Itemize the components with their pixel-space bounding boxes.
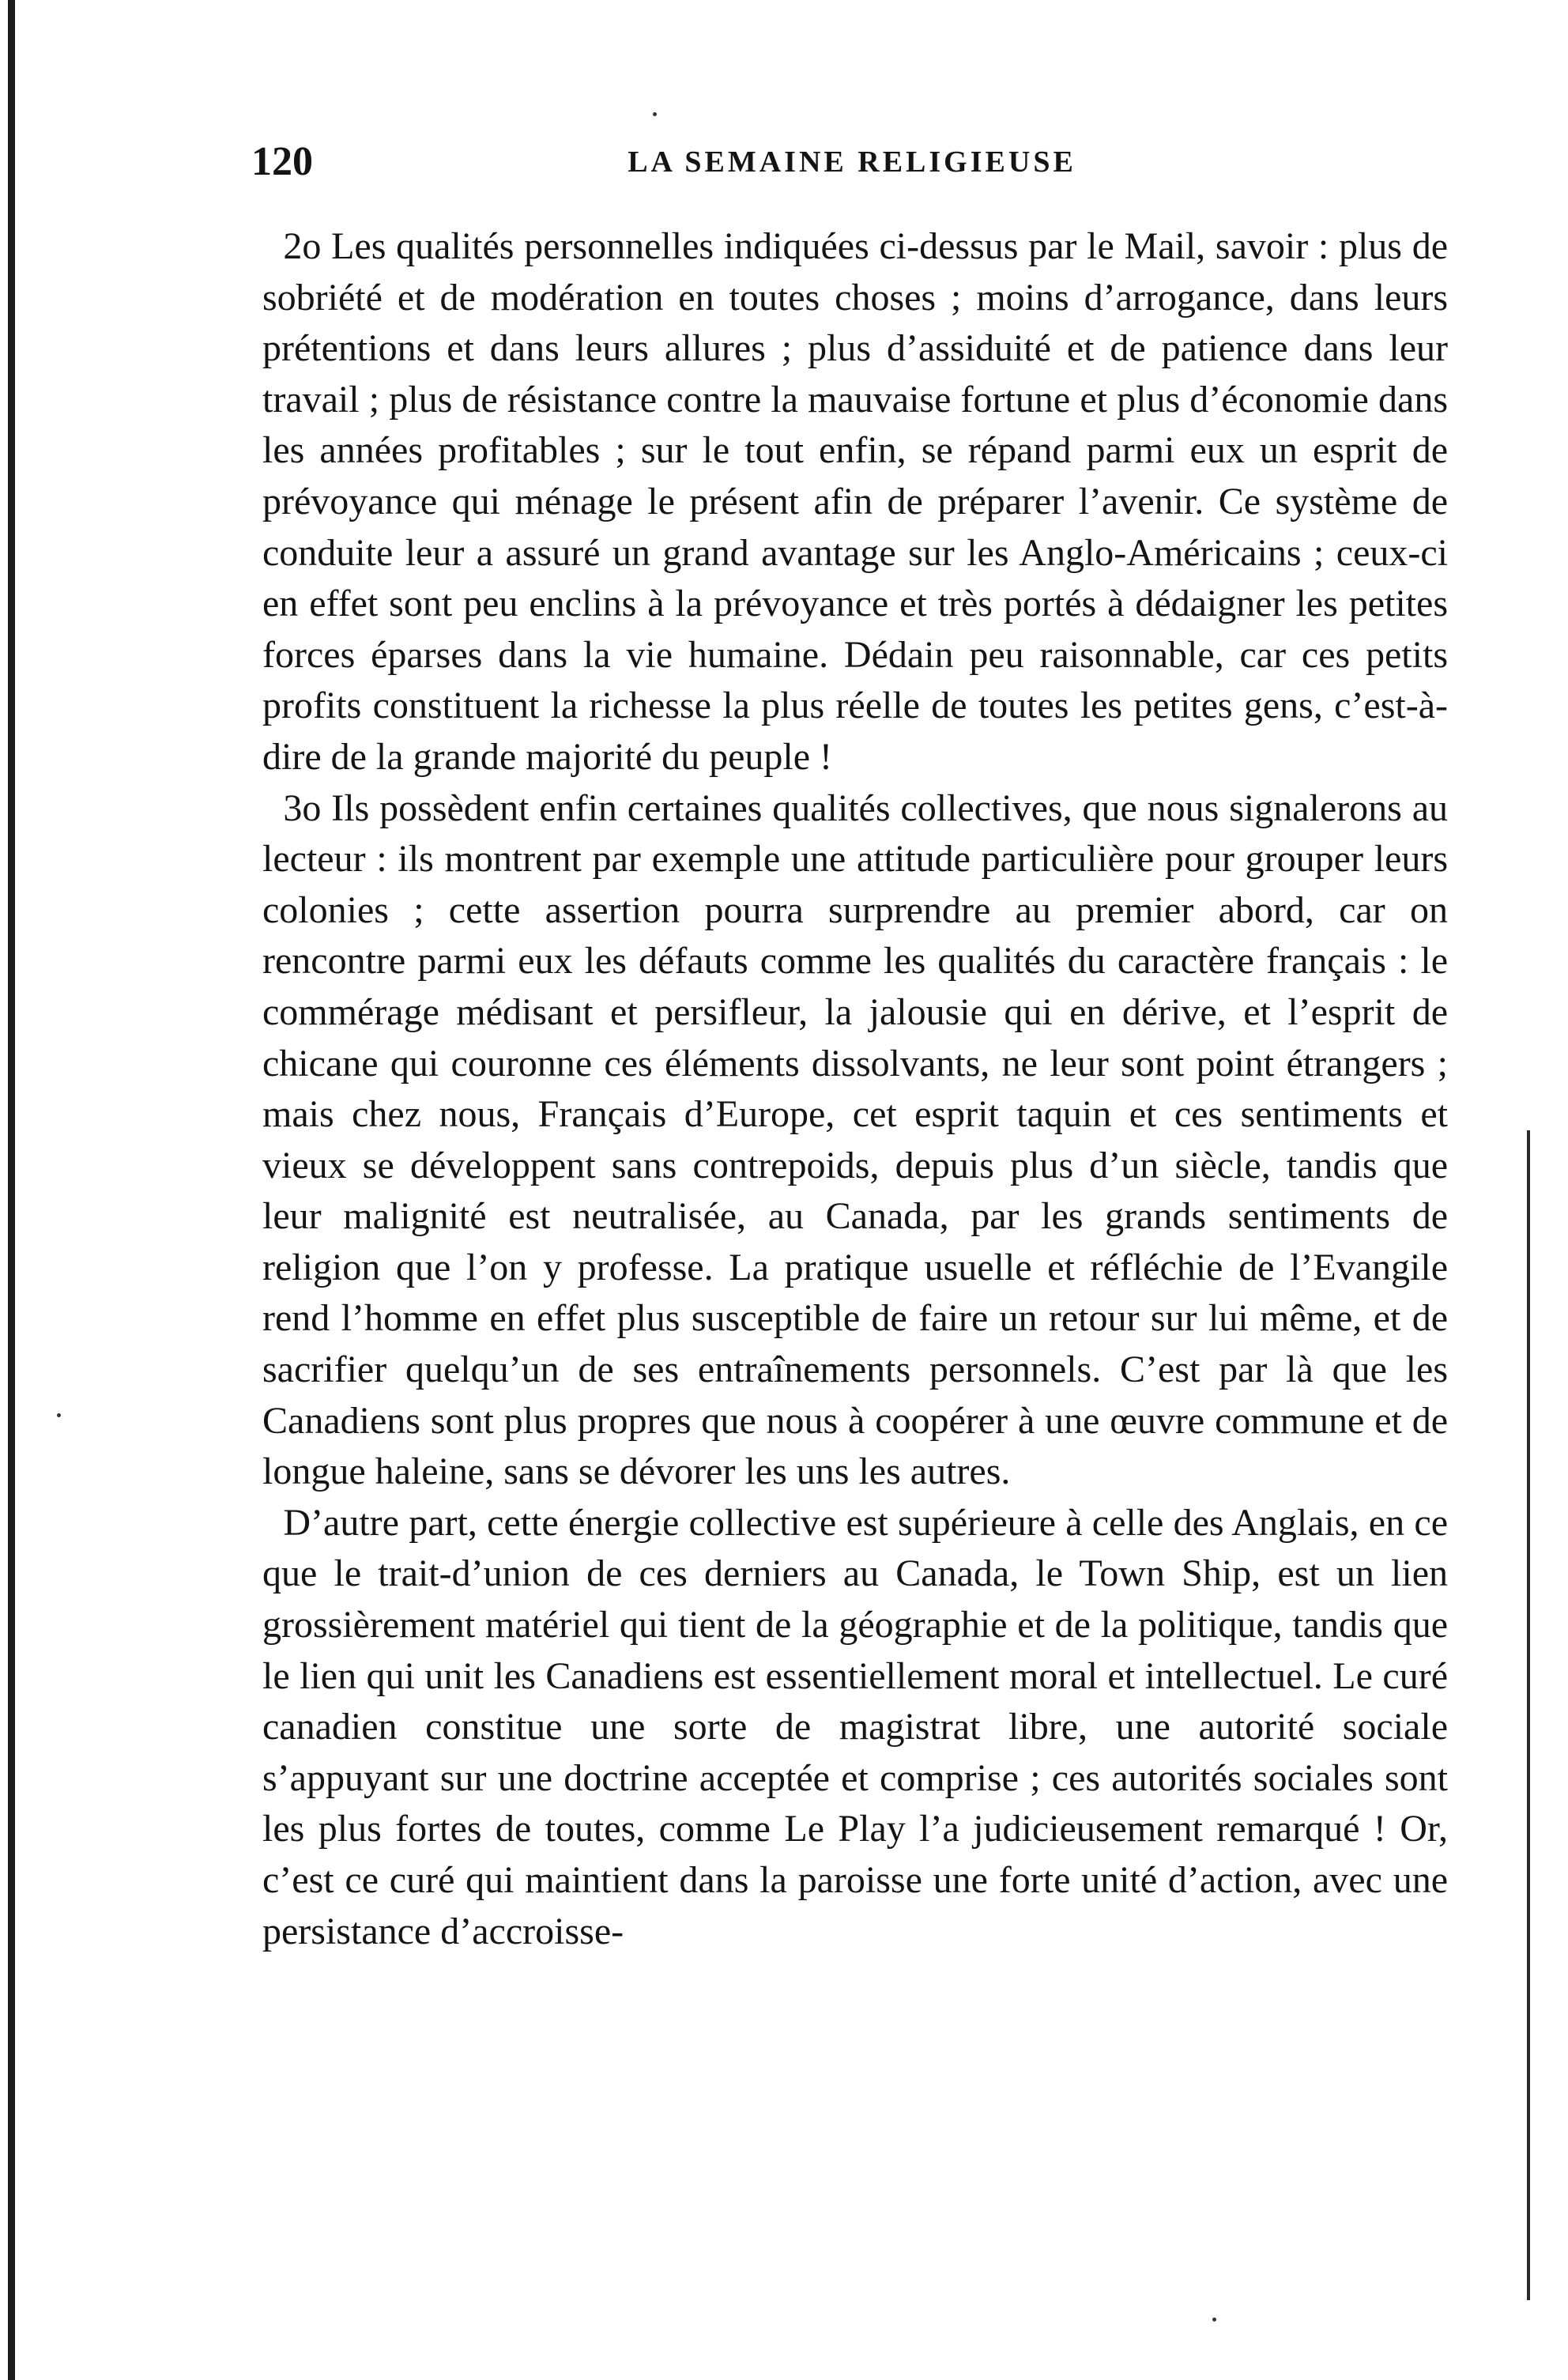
scan-speck (1212, 2318, 1216, 2322)
page-edge-rule-right (1527, 1130, 1530, 2300)
scan-speck (57, 1413, 61, 1417)
paragraph-number: 2o (283, 225, 322, 267)
paragraph-text: Les qualités personnelles indiquées ci-dessus par le Mail, savoir : plus de sobriété et de modération en toutes choses ; moins d’arrogance, dans leurs prétentions et dans leurs allures ; plus d’assiduité et de patience dans leur travail ; plus de résistance contre la mauvaise fortune et plus d’économie dans les années profitables ; sur le tout enfin, se répand parmi eux un esprit de prévoyance qui ménage le présent afin de préparer l’avenir. Ce système de conduite leur a assuré un grand avantage sur les Anglo-Américains ; ceux-ci en effet sont peu enclins à la prévoyance et très portés à dédaigner les petites forces éparses dans la vie humaine. Dédain peu raisonnable, car ces petits profits constituent la richesse la plus réelle de toutes les petites gens, c’est-à-dire de la grande majorité du peuple ! (262, 225, 1448, 778)
paragraph-text: D’autre part, cette énergie collective est supérieure à celle des Anglais, en ce que le trait-d’union de ces derniers au Canada, le Town Ship, est un lien grossièrement matériel qui tient de la géographie et de la politique, tandis que le lien qui unit les Canadiens est essentiellement moral et intellectuel. Le curé canadien constitue une sorte de magistrat libre, une autorité sociale s’appuyant sur une doctrine acceptée et comprise ; ces autorités sociales sont les plus fortes de toutes, comme Le Play l’a judicieusement remarqué ! Or, c’est ce curé qui maintient dans la paroisse une forte unité d’action, avec une persistance d’accroisse- (262, 1501, 1448, 1952)
page-edge-rule (8, 0, 15, 2380)
running-title: LA SEMAINE RELIGIEUSE (628, 145, 1076, 179)
page-header (251, 130, 1453, 194)
paragraph-2 (262, 221, 1448, 783)
paragraph-number: 3o (283, 786, 322, 829)
paragraph-4 (262, 1498, 1448, 1957)
paragraph-3 (262, 783, 1448, 1498)
paragraph-text: Ils possèdent enfin certaines qualités collectives, que nous signalerons au lecteur : ils montrent par exemple une attitude particulière pour grouper leurs colonies ; cette assertion pourra surprendre au premier abord, car on rencontre parmi eux les défauts comme les qualités du caractère français : le commérage médisant et persifleur, la jalousie qui en dérive, et l’esprit de chicane qui couronne ces éléments dissolvants, ne leur sont point étrangers ; mais chez nous, Français d’Europe, cet esprit taquin et ces sentiments et vieux se développent sans contrepoids, depuis plus d’un siècle, tandis que leur malignité est neutralisée, au Canada, par les grands sentiments de religion que l’on y professe. La pratique usuelle et réfléchie de l’Evangile rend l’homme en effet plus susceptible de faire un retour sur lui même, et de sacrifier quelqu’un de ses entraînements personnels. C’est par là que les Canadiens sont plus propres que nous à coopérer à une œuvre commune et de longue haleine, sans se dévorer les uns les autres. (262, 786, 1449, 1493)
page-number: 120 (251, 139, 313, 184)
page-body (262, 221, 1448, 2292)
scan-speck (653, 112, 657, 116)
